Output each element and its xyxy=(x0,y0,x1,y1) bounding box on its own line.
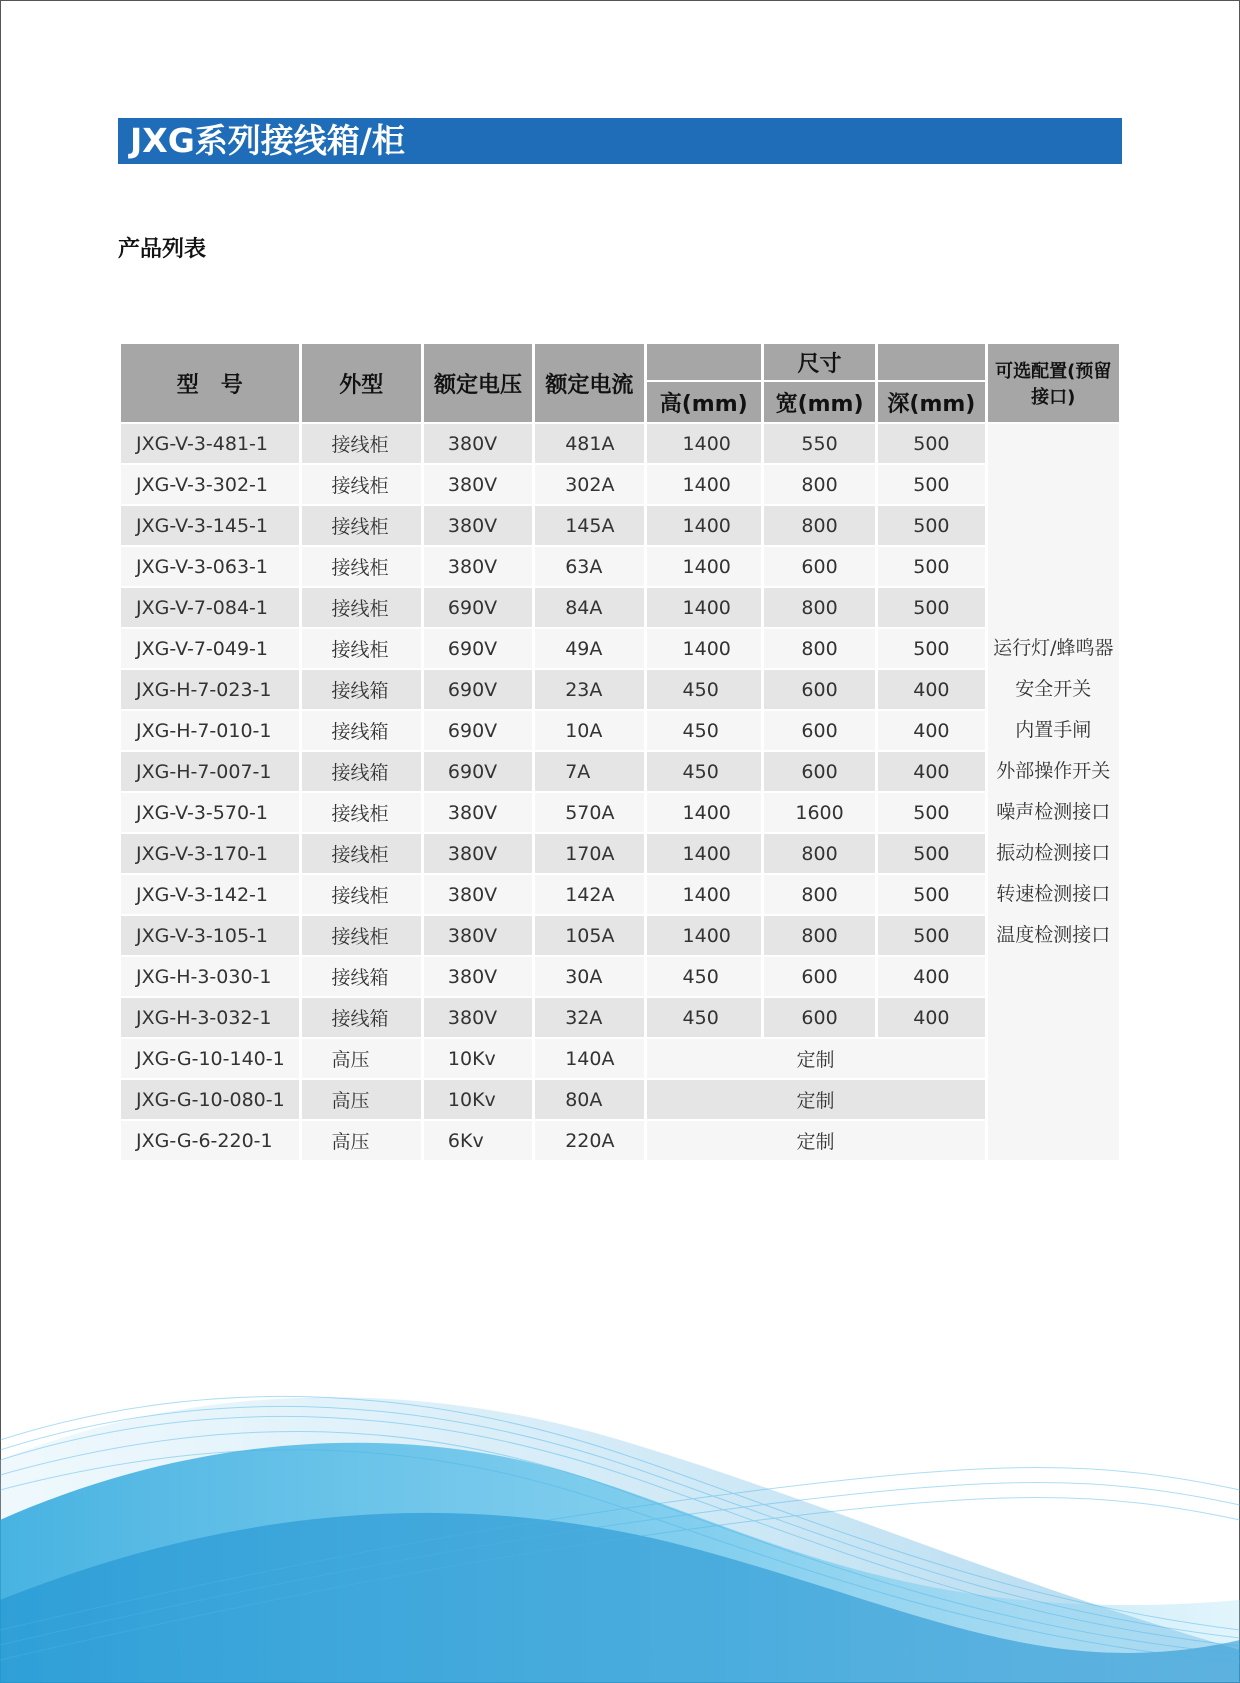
cell-shape: 接线箱 xyxy=(302,998,421,1037)
cell-voltage: 690V xyxy=(424,752,532,791)
cell-voltage: 380V xyxy=(424,957,532,996)
cell-width: 600 xyxy=(764,998,875,1037)
cell-shape: 接线箱 xyxy=(302,957,421,996)
cell-current: 10A xyxy=(535,711,643,750)
cell-model: JXG-V-3-302-1 xyxy=(121,465,299,504)
cell-height: 1400 xyxy=(647,506,761,545)
header-size: 尺寸 xyxy=(764,344,875,380)
table-row xyxy=(121,1121,1119,1160)
cell-shape: 接线柜 xyxy=(302,506,421,545)
cell-shape: 接线箱 xyxy=(302,752,421,791)
cell-voltage: 10Kv xyxy=(424,1039,532,1078)
table-row xyxy=(121,1080,1119,1119)
cell-width: 1600 xyxy=(764,793,875,832)
cell-height: 450 xyxy=(647,711,761,750)
cell-shape: 接线柜 xyxy=(302,834,421,873)
cell-current: 23A xyxy=(535,670,643,709)
option-item: 运行灯/蜂鸣器 xyxy=(993,637,1114,659)
table-row xyxy=(121,506,1119,545)
cell-width: 800 xyxy=(764,875,875,914)
cell-voltage: 690V xyxy=(424,588,532,627)
cell-depth: 400 xyxy=(878,670,984,709)
cell-height: 1400 xyxy=(647,547,761,586)
cell-shape: 接线箱 xyxy=(302,670,421,709)
cell-height: 1400 xyxy=(647,629,761,668)
cell-model: JXG-G-6-220-1 xyxy=(121,1121,299,1160)
cell-height: 450 xyxy=(647,752,761,791)
cell-depth: 500 xyxy=(878,916,984,955)
cell-width: 600 xyxy=(764,957,875,996)
table-row xyxy=(121,1039,1119,1078)
cell-height: 1400 xyxy=(647,588,761,627)
cell-shape: 高压 xyxy=(302,1080,421,1119)
cell-current: 302A xyxy=(535,465,643,504)
cell-model: JXG-H-7-023-1 xyxy=(121,670,299,709)
cell-width: 800 xyxy=(764,465,875,504)
header-height: 高(mm) xyxy=(647,382,761,422)
cell-model: JXG-G-10-140-1 xyxy=(121,1039,299,1078)
cell-shape: 接线柜 xyxy=(302,424,421,463)
cell-depth: 500 xyxy=(878,834,984,873)
cell-width: 600 xyxy=(764,547,875,586)
cell-current: 105A xyxy=(535,916,643,955)
cell-voltage: 10Kv xyxy=(424,1080,532,1119)
header-options: 可选配置(预留接口) xyxy=(988,344,1119,422)
cell-width: 800 xyxy=(764,834,875,873)
cell-current: 63A xyxy=(535,547,643,586)
option-item: 噪声检测接口 xyxy=(996,801,1111,823)
cell-voltage: 380V xyxy=(424,424,532,463)
cell-width: 550 xyxy=(764,424,875,463)
option-item: 温度检测接口 xyxy=(996,924,1111,946)
option-item: 安全开关 xyxy=(1015,678,1092,700)
cell-current: 220A xyxy=(535,1121,643,1160)
cell-model: JXG-V-3-481-1 xyxy=(121,424,299,463)
header-shape: 外型 xyxy=(302,344,421,422)
cell-width: 800 xyxy=(764,916,875,955)
header-current: 额定电流 xyxy=(535,344,643,422)
table-row xyxy=(121,916,1119,955)
cell-depth: 500 xyxy=(878,588,984,627)
cell-current: 80A xyxy=(535,1080,643,1119)
cell-model: JXG-V-3-145-1 xyxy=(121,506,299,545)
cell-model: JXG-H-3-030-1 xyxy=(121,957,299,996)
table-row xyxy=(121,424,1119,463)
cell-current: 7A xyxy=(535,752,643,791)
product-table xyxy=(118,342,1122,1162)
cell-model: JXG-V-3-105-1 xyxy=(121,916,299,955)
cell-model: JXG-V-3-570-1 xyxy=(121,793,299,832)
cell-shape: 高压 xyxy=(302,1039,421,1078)
cell-width: 800 xyxy=(764,629,875,668)
cell-depth: 500 xyxy=(878,547,984,586)
cell-shape: 接线箱 xyxy=(302,711,421,750)
table-row xyxy=(121,588,1119,627)
table-row xyxy=(121,834,1119,873)
cell-height: 1400 xyxy=(647,875,761,914)
cell-depth: 400 xyxy=(878,752,984,791)
cell-depth: 400 xyxy=(878,711,984,750)
cell-depth: 500 xyxy=(878,424,984,463)
cell-model: JXG-V-7-049-1 xyxy=(121,629,299,668)
cell-current: 140A xyxy=(535,1039,643,1078)
cell-current: 170A xyxy=(535,834,643,873)
option-item: 内置手闸 xyxy=(1015,719,1092,741)
cell-height: 450 xyxy=(647,998,761,1037)
option-item: 振动检测接口 xyxy=(996,842,1111,864)
table-row xyxy=(121,793,1119,832)
cell-custom: 定制 xyxy=(647,1039,985,1078)
header-size-blank-right xyxy=(878,344,984,380)
cell-width: 600 xyxy=(764,711,875,750)
table-row xyxy=(121,711,1119,750)
cell-height: 1400 xyxy=(647,793,761,832)
cell-height: 1400 xyxy=(647,916,761,955)
cell-height: 450 xyxy=(647,957,761,996)
option-item: 转速检测接口 xyxy=(996,883,1111,905)
cell-height: 1400 xyxy=(647,465,761,504)
cell-shape: 高压 xyxy=(302,1121,421,1160)
option-item: 外部操作开关 xyxy=(996,760,1111,782)
cell-width: 600 xyxy=(764,670,875,709)
cell-current: 481A xyxy=(535,424,643,463)
table-row xyxy=(121,875,1119,914)
cell-model: JXG-H-3-032-1 xyxy=(121,998,299,1037)
cell-custom: 定制 xyxy=(647,1080,985,1119)
cell-depth: 500 xyxy=(878,465,984,504)
options-cell xyxy=(988,424,1119,1160)
cell-height: 1400 xyxy=(647,834,761,873)
cell-voltage: 6Kv xyxy=(424,1121,532,1160)
cell-shape: 接线柜 xyxy=(302,629,421,668)
cell-shape: 接线柜 xyxy=(302,793,421,832)
cell-width: 800 xyxy=(764,506,875,545)
cell-width: 800 xyxy=(764,588,875,627)
cell-model: JXG-V-3-170-1 xyxy=(121,834,299,873)
cell-voltage: 690V xyxy=(424,711,532,750)
cell-voltage: 380V xyxy=(424,916,532,955)
header-voltage: 额定电压 xyxy=(424,344,532,422)
cell-shape: 接线柜 xyxy=(302,547,421,586)
cell-shape: 接线柜 xyxy=(302,875,421,914)
cell-shape: 接线柜 xyxy=(302,916,421,955)
header-size-blank-left xyxy=(647,344,761,380)
cell-current: 84A xyxy=(535,588,643,627)
cell-height: 450 xyxy=(647,670,761,709)
cell-voltage: 380V xyxy=(424,506,532,545)
cell-voltage: 380V xyxy=(424,998,532,1037)
cell-depth: 400 xyxy=(878,957,984,996)
cell-depth: 500 xyxy=(878,506,984,545)
cell-model: JXG-H-7-010-1 xyxy=(121,711,299,750)
cell-current: 30A xyxy=(535,957,643,996)
cell-custom: 定制 xyxy=(647,1121,985,1160)
cell-shape: 接线柜 xyxy=(302,465,421,504)
table-row xyxy=(121,629,1119,668)
cell-voltage: 380V xyxy=(424,834,532,873)
table-row xyxy=(121,957,1119,996)
cell-model: JXG-H-7-007-1 xyxy=(121,752,299,791)
cell-model: JXG-G-10-080-1 xyxy=(121,1080,299,1119)
cell-depth: 500 xyxy=(878,629,984,668)
cell-voltage: 380V xyxy=(424,465,532,504)
header-depth: 深(mm) xyxy=(878,382,984,422)
page-title: JXG系列接线箱/柜 xyxy=(118,118,1122,164)
cell-width: 600 xyxy=(764,752,875,791)
cell-voltage: 380V xyxy=(424,547,532,586)
table-row xyxy=(121,465,1119,504)
cell-model: JXG-V-3-142-1 xyxy=(121,875,299,914)
cell-current: 142A xyxy=(535,875,643,914)
cell-model: JXG-V-3-063-1 xyxy=(121,547,299,586)
cell-depth: 500 xyxy=(878,793,984,832)
cell-model: JXG-V-7-084-1 xyxy=(121,588,299,627)
table-row xyxy=(121,752,1119,791)
cell-current: 570A xyxy=(535,793,643,832)
table-row xyxy=(121,670,1119,709)
cell-current: 32A xyxy=(535,998,643,1037)
table-row xyxy=(121,547,1119,586)
header-width: 宽(mm) xyxy=(764,382,875,422)
section-title: 产品列表 xyxy=(118,237,207,262)
cell-depth: 500 xyxy=(878,875,984,914)
cell-voltage: 380V xyxy=(424,793,532,832)
cell-height: 1400 xyxy=(647,424,761,463)
header-model: 型 号 xyxy=(121,344,299,422)
cell-shape: 接线柜 xyxy=(302,588,421,627)
cell-current: 145A xyxy=(535,506,643,545)
cell-voltage: 690V xyxy=(424,670,532,709)
cell-depth: 400 xyxy=(878,998,984,1037)
table-row xyxy=(121,998,1119,1037)
decorative-wave xyxy=(0,1380,1240,1683)
cell-voltage: 380V xyxy=(424,875,532,914)
cell-current: 49A xyxy=(535,629,643,668)
cell-voltage: 690V xyxy=(424,629,532,668)
